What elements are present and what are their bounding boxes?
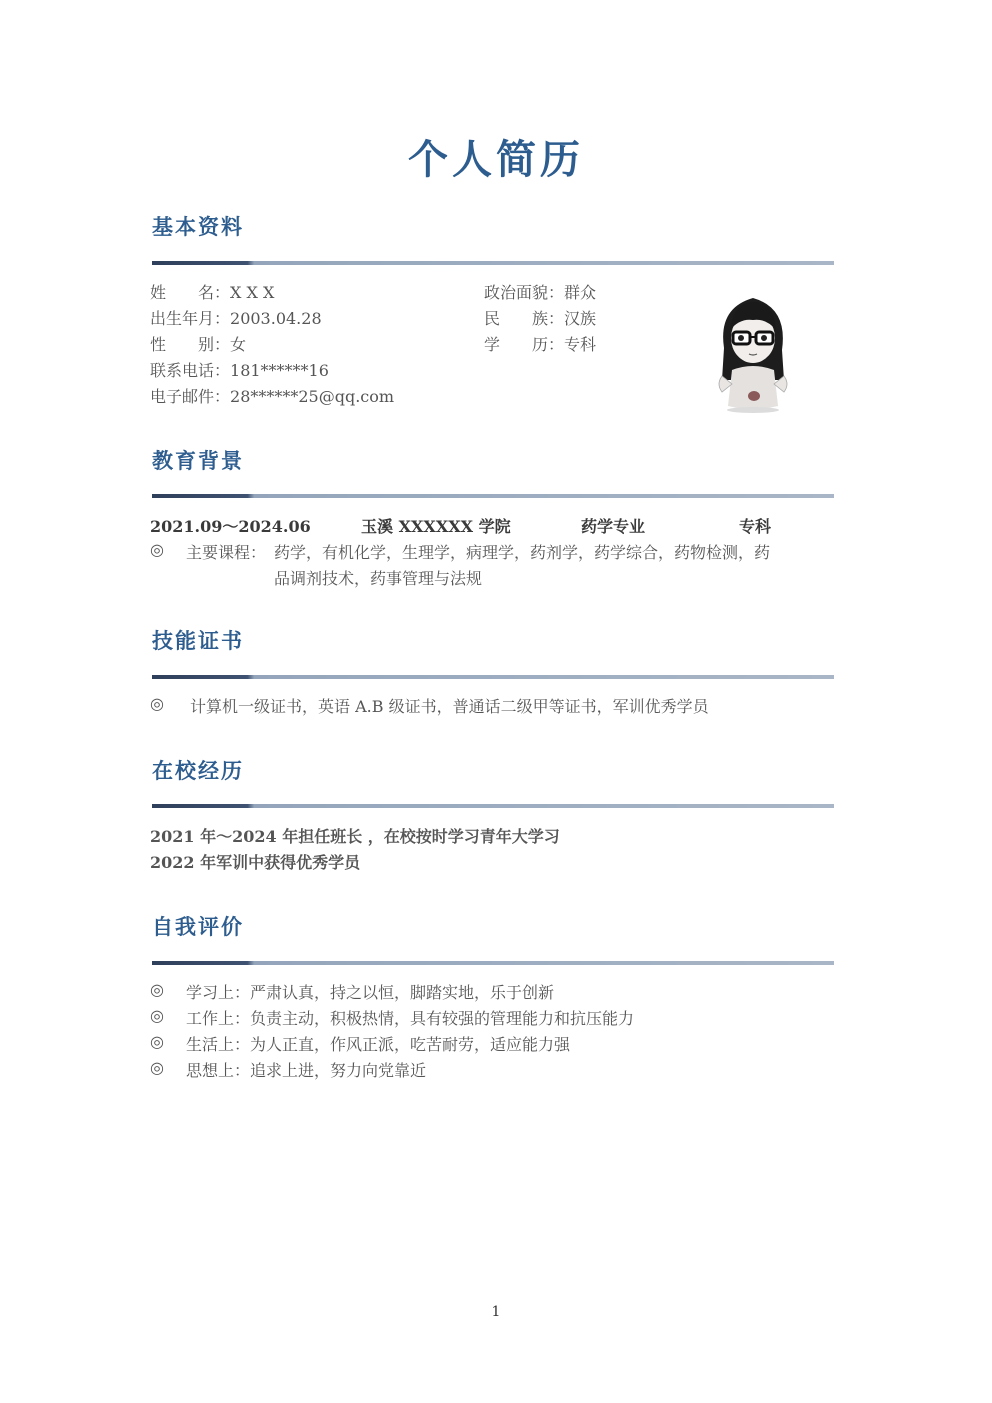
section-divider	[152, 494, 834, 498]
section-title-basic: 基本资料	[152, 214, 244, 239]
birth-label: 出生年月：	[150, 309, 231, 328]
experience-item: 2021 年～2024 年担任班长 ，在校按时学习青年大学习	[150, 827, 560, 846]
education-school: 玉溪 XXXXXX 学院	[361, 517, 511, 536]
section-title-school-experience: 在校经历	[152, 758, 244, 783]
name-value: X X X	[230, 283, 275, 302]
evaluation-bullet: ◎	[150, 1032, 164, 1051]
evaluation-item: 思想上：追求上进，努力向党靠近	[186, 1061, 427, 1080]
ethnic-label: 民 族：	[484, 309, 565, 328]
political-label: 政治面貌：	[484, 283, 565, 302]
section-title-skills: 技能证书	[152, 628, 244, 653]
name-row	[150, 280, 274, 303]
evaluation-bullet: ◎	[150, 980, 164, 999]
section-divider	[152, 804, 834, 808]
name-label: 姓 名：	[150, 283, 231, 302]
political-value: 群众	[564, 283, 597, 302]
gender-row	[150, 332, 246, 355]
phone-row	[150, 358, 329, 381]
email-row	[150, 384, 394, 407]
courses-line-2: 品调剂技术，药事管理与法规	[274, 569, 483, 588]
evaluation-item: 工作上：负责主动，积极热情，具有较强的管理能力和抗压能力	[186, 1009, 635, 1028]
courses-bullet: ◎	[150, 540, 164, 559]
page-number: 1	[491, 1304, 501, 1320]
courses-line-1: 药学，有机化学，生理学，病理学，药剂学，药学综合，药物检测，药	[274, 543, 771, 562]
evaluation-bullet: ◎	[150, 1006, 164, 1025]
ethnic-value: 汉族	[564, 309, 597, 328]
gender-value: 女	[230, 335, 247, 354]
section-title-self-evaluation: 自我评价	[152, 914, 244, 939]
education-period: 2021.09～2024.06	[150, 517, 311, 536]
section-title-education: 教育背景	[152, 448, 244, 473]
education-level: 专科	[739, 517, 772, 536]
evaluation-item: 学习上：严肃认真，持之以恒，脚踏实地，乐于创新	[186, 983, 555, 1002]
gender-label: 性 别：	[150, 335, 231, 354]
degree-label: 学 历：	[484, 335, 565, 354]
email-label: 电子邮件：	[150, 387, 231, 406]
phone-value: 181******16	[230, 361, 329, 380]
ethnic-row	[484, 306, 596, 329]
section-divider	[152, 261, 834, 265]
experience-item: 2022 年军训中获得优秀学员	[150, 853, 361, 872]
birth-row	[150, 306, 322, 329]
email-value: 28******25@qq.com	[230, 387, 395, 406]
evaluation-item: 生活上：为人正直，作风正派，吃苦耐劳，适应能力强	[186, 1035, 571, 1054]
education-major: 药学专业	[581, 517, 646, 536]
evaluation-bullet: ◎	[150, 1058, 164, 1077]
political-row	[484, 280, 596, 303]
courses-label: 主要课程：	[186, 543, 267, 562]
avatar	[708, 288, 798, 414]
phone-label: 联系电话：	[150, 361, 231, 380]
birth-value: 2003.04.28	[230, 309, 322, 328]
skills-text: 计算机一级证书，英语 A.B 级证书，普通话二级甲等证书，军训优秀学员	[190, 697, 709, 716]
skills-bullet: ◎	[150, 694, 164, 713]
page-title: 个人简历	[408, 136, 584, 183]
section-divider	[152, 675, 834, 679]
degree-row	[484, 332, 596, 355]
degree-value: 专科	[564, 335, 597, 354]
section-divider	[152, 961, 834, 965]
